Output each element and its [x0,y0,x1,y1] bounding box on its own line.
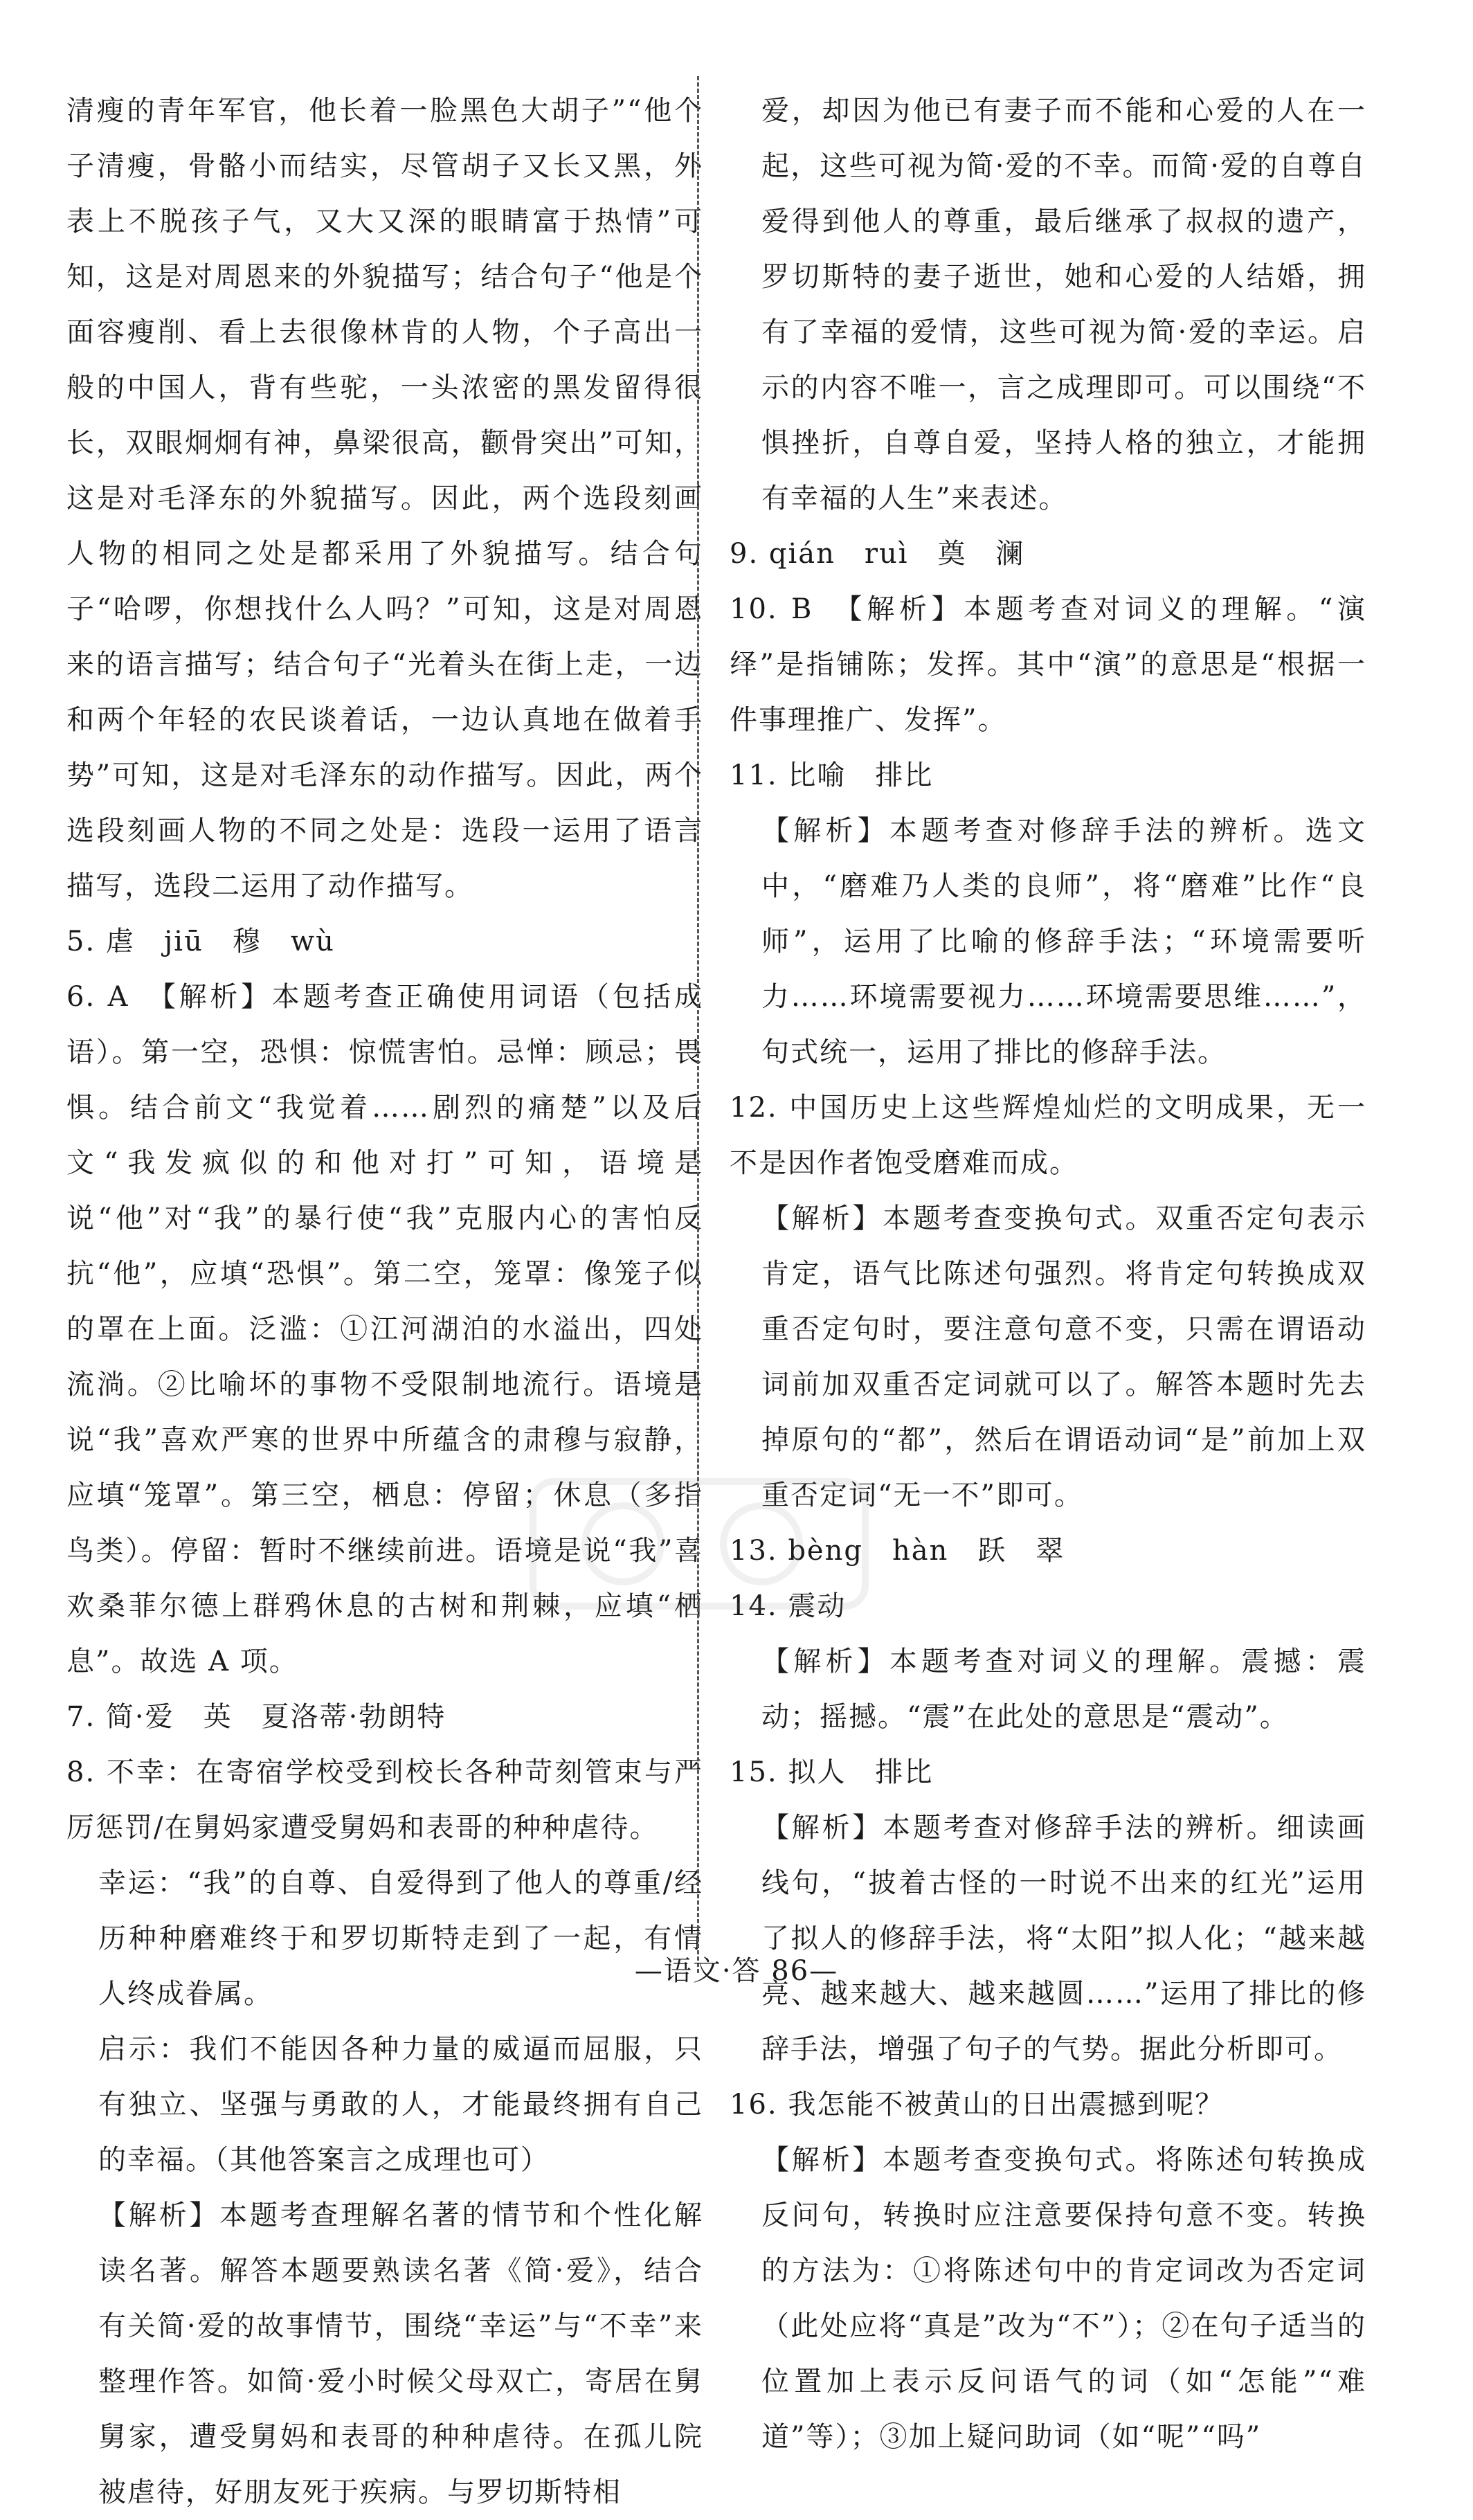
answer-9: 9. qián ruì 奠 澜 [730,538,1025,570]
answer-11: 11. 比喻 排比 [730,759,934,791]
answer-5: 5. 虐 jiū 穆 wù [66,926,335,957]
left-column [66,83,703,2520]
watermark-stamp [526,1468,872,1620]
answer-14: 14. 震动 [730,1590,847,1622]
right-column [730,83,1366,2465]
answer-16-analysis: 【解析】本题考查变换句式。将陈述句转换成反问句，转换时应注意要保持句意不变。转换的方法为：①将陈述句中的肯定词改为否定词（此处应将“真是”改为“不”）；②在句子适当的位置加上表示反问语气的词（如“怎能”“难道”等）；③加上疑问助词（如“呢”“吗” [761,2144,1366,2453]
page-footer: —语文·答 86— [634,1955,839,1987]
column-divider [697,76,699,1973]
answer-15-analysis: 【解析】本题考查对修辞手法的辨析。细读画线句，“披着古怪的一时说不出来的红光”运用了拟人的修辞手法，将“太阳”拟人化；“越来越亮、越来越大、越来越圆……”运用了排比的修辞手法，增强了句子的气势。据此分析即可。 [761,1812,1366,2065]
answer-8-insight: 启示：我们不能因各种力量的威逼而屈服，只有独立、坚强与勇敢的人，才能最终拥有自己的幸福。（其他答案言之成理也可） [98,2033,703,2176]
answer-10: 10. B 【解析】本题考查对词义的理解。“演绎”是指铺陈；发挥。其中“演”的意思是“根据一件事理推广、发挥”。 [730,593,1366,736]
answer-16: 16. 我怎能不被黄山的日出震撼到呢？ [730,2089,1225,2121]
answer-13: 13. bèng hàn 跃 翠 [730,1535,1065,1567]
answer-7: 7. 简·爱 英 夏洛蒂·勃朗特 [66,1701,446,1733]
answer-4-continued: 清瘦的青年军官，他长着一脸黑色大胡子”“他个子清瘦，骨骼小而结实，尽管胡子又长又黑，外表上不脱孩子气，又大又深的眼睛富于热情”可知，这是对周恩来的外貌描写；结合句子“他是个面容瘦削、看上去很像林肯的人物，个子高出一般的中国人，背有些驼，一头浓密的黑发留得很长，双眼炯炯有神，鼻梁很高，颧骨突出”可知，这是对毛泽东的外貌描写。因此，两个选段刻画人物的相同之处是都采用了外貌描写。结合句子“哈啰，你想找什么人吗？”可知，这是对周恩来的语言描写；结合句子“光着头在街上走，一边和两个年轻的农民谈着话，一边认真地在做着手势”可知，这是对毛泽东的动作描写。因此，两个选段刻画人物的不同之处是：选段一运用了语言描写，选段二运用了动作描写。 [66,95,703,902]
answer-12: 12. 中国历史上这些辉煌灿烂的文明成果，无一不是因作者饱受磨难而成。 [730,1092,1366,1179]
answer-8-analysis-continued: 爱，却因为他已有妻子而不能和心爱的人在一起，这些可视为简·爱的不幸。而简·爱的自尊自爱得到他人的尊重，最后继承了叔叔的遗产，罗切斯特的妻子逝世，她和心爱的人结婚，拥有了幸福的爱情，这些可视为简·爱的幸运。启示的内容不唯一，言之成理即可。可以围绕“不惧挫折，自尊自爱，坚持人格的独立，才能拥有幸福的人生”来表述。 [761,95,1366,514]
answer-8-analysis: 【解析】本题考查理解名著的情节和个性化解读名著。解答本题要熟读名著《简·爱》，结合有关简·爱的故事情节，围绕“幸运”与“不幸”来整理作答。如简·爱小时候父母双亡，寄居在舅舅家，遭受舅妈和表哥的种种虐待。在孤儿院被虐待，好朋友死于疾病。与罗切斯特相 [98,2199,703,2508]
answer-11-analysis: 【解析】本题考查对修辞手法的辨析。选文中，“磨难乃人类的良师”，将“磨难”比作“良师”，运用了比喻的修辞手法；“环境需要听力……环境需要视力……环境需要思维……”，句式统一，运用了排比的修辞手法。 [761,815,1366,1068]
answer-12-analysis: 【解析】本题考查变换句式。双重否定句表示肯定，语气比陈述句强烈。将肯定句转换成双重否定句时，要注意句意不变，只需在谓语动词前加双重否定词就可以了。解答本题时先去掉原句的“都”，然后在谓语动词“是”前加上双重否定词“无一不”即可。 [761,1203,1366,1511]
answer-14-analysis: 【解析】本题考查对词义的理解。震撼：震动；摇撼。“震”在此处的意思是“震动”。 [761,1646,1366,1733]
answer-8-misfortune: 8. 不幸：在寄宿学校受到校长各种苛刻管束与严厉惩罚/在舅妈家遭受舅妈和表哥的种种虐待。 [66,1756,703,1844]
answer-15: 15. 拟人 排比 [730,1756,934,1788]
answer-8-fortune: 幸运：“我”的自尊、自爱得到了他人的尊重/经历种种磨难终于和罗切斯特走到了一起，有情人终成眷属。 [98,1867,703,2010]
answer-6: 6. A 【解析】本题考查正确使用词语（包括成语）。第一空，恐惧：惊慌害怕。忌惮：顾忌；畏惧。结合前文“我觉着……剧烈的痛楚”以及后文“我发疯似的和他对打”可知，语境是说“他”对“我”的暴行使“我”克服内心的害怕反抗“他”，应填“恐惧”。第二空，笼罩：像笼子似的罩在上面。泛滥：①江河湖泊的水溢出，四处流淌。②比喻坏的事物不受限制地流行。语境是说“我”喜欢严寒的世界中所蕴含的肃穆与寂静，应填“笼罩”。第三空，栖息：停留；休息（多指鸟类）。停留：暂时不继续前进。语境是说“我”喜欢桑菲尔德上群鸦休息的古树和荆棘，应填“栖息”。故选 A 项。 [66,981,703,1677]
